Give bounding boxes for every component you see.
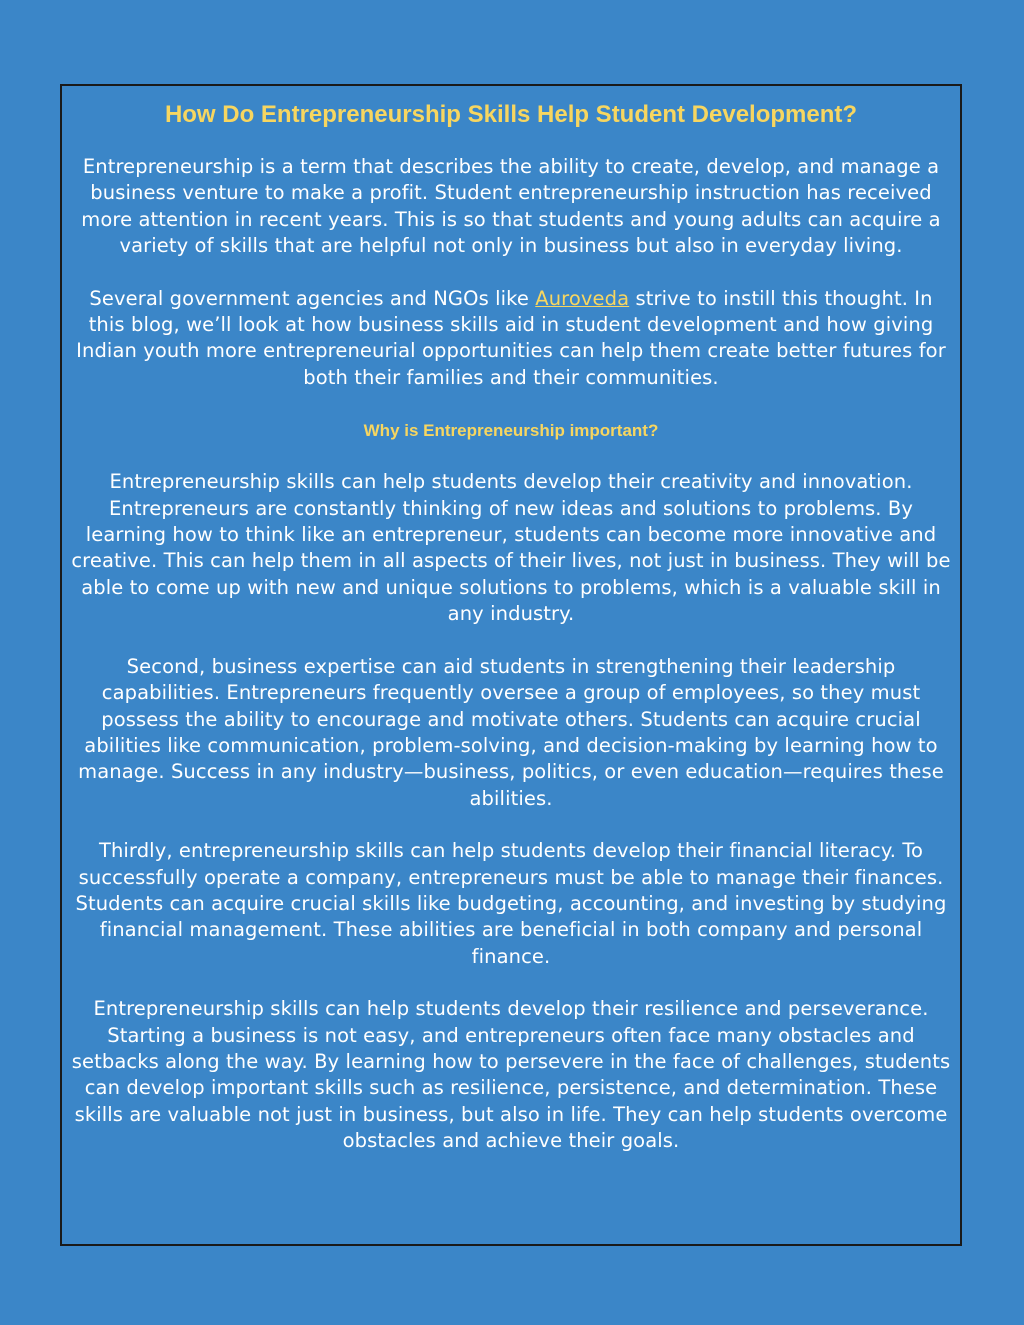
auroveda-link[interactable]: Auroveda — [535, 286, 630, 310]
section-subheading: Why is Entrepreneurship important? — [363, 421, 659, 441]
resilience-paragraph: Entrepreneurship skills can help students develop their resilience and perseverance. Starting a business is not easy, and entrepreneurs often face many obstacles and setbacks along the way. By learning how to persevere in the face of challenges, students can develop important skills such as resilience, persistence, and determination. These skills are valuable not just in business, but also in life. They can help students overcome obstacles and achieve their goals. — [71, 997, 951, 1153]
leadership-paragraph: Second, business expertise can aid students in strengthening their leadership capabilities. Entrepreneurs frequently oversee a group of employees, so they must possess the ability to encourage and motivate others. Students can acquire crucial abilities like communication, problem-solving, and decision-making by learning how to manage. Success in any industry—business, politics, or even education—requires these abilities. — [78, 654, 944, 810]
ngo-paragraph — [70, 286, 952, 392]
ngo-paragraph-start: Several government agencies and NGOs like — [89, 286, 536, 310]
financial-literacy-paragraph: Thirdly, entrepreneurship skills can help students develop their financial literacy. To successfully operate a company, entrepreneurs must be able to manage their finances. Students can acquire crucial skills like budgeting, accounting, and investing by studying financial management. These abilities are beneficial in both company and personal finance. — [75, 839, 947, 968]
ngo-paragraph-end: strive to instill this thought. In this blog, we’ll look at how business skills aid in student development and how giving Indian youth more entrepreneurial opportunities can help them create better futures for both their families and their communities. — [76, 286, 946, 389]
creativity-paragraph: Entrepreneurship skills can help students develop their creativity and innovation. Entrepreneurs are constantly thinking of new ideas and solutions to problems. By learning how to think like an entrepreneur, students can become more innovative and creative. This can help them in all aspects of their lives, not just in business. They will be able to come up with new and unique solutions to problems, which is a valuable skill in any industry. — [71, 470, 951, 626]
intro-paragraph: Entrepreneurship is a term that describes the ability to create, develop, and manage a business venture to make a profit. Student entrepreneurship instruction has received more attention in recent years. This is so that students and young adults can acquire a variety of skills that are helpful not only in business but also in everyday living. — [81, 155, 941, 258]
article-title: How Do Entrepreneurship Skills Help Student Development? — [164, 101, 858, 128]
article-frame — [60, 84, 962, 1246]
